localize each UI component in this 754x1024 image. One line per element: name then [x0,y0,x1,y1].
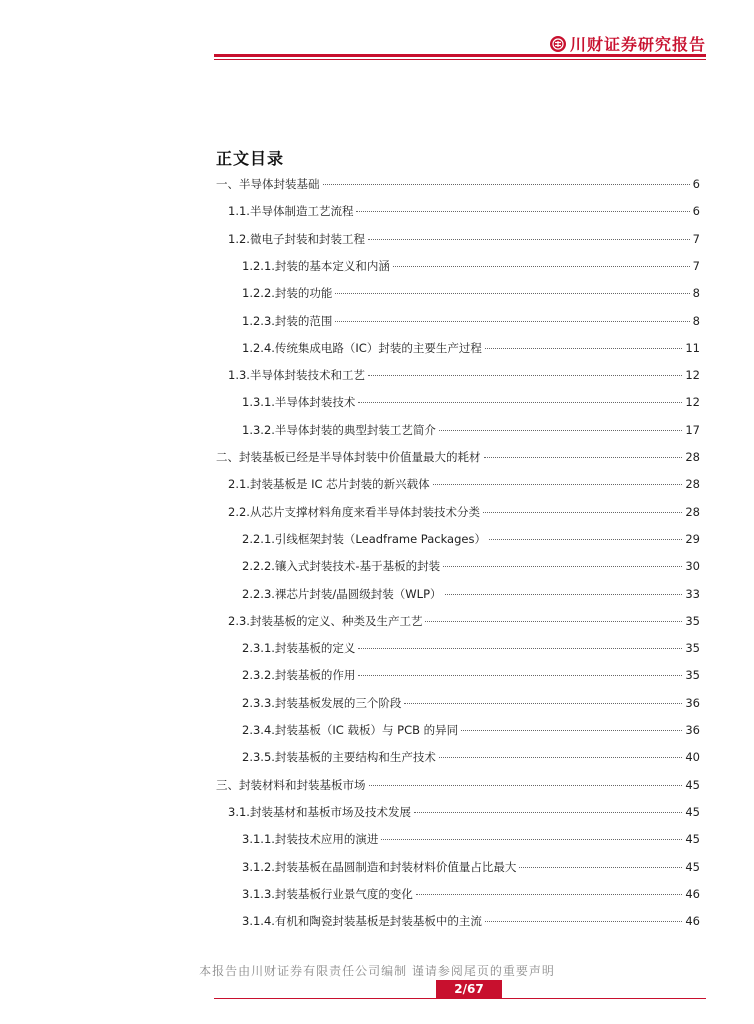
toc-entry-page: 45 [685,859,700,874]
toc-entry-page: 30 [685,559,700,574]
header-divider-thin [214,59,706,60]
toc-entry-page: 40 [685,750,700,765]
toc-entry-page: 7 [692,231,700,246]
toc-entry-label: 二、封装基板已经是半导体封装中价值量最大的耗材 [216,450,481,464]
toc-leader-dots [358,648,682,649]
footer-disclaimer: 本报告由川财证券有限责任公司编制 谨请参阅尾页的重要声明 [199,964,555,978]
toc-entry-label: 2.1.封装基板是 IC 芯片封装的新兴载体 [228,477,430,492]
toc-leader-dots [356,211,689,212]
toc-entry[interactable] [216,640,700,656]
toc-entry[interactable] [216,831,700,847]
footer-divider [214,998,706,999]
toc-entry[interactable] [216,285,700,301]
brand-name: 川财证券研究报告 [569,35,706,54]
toc-entry[interactable] [216,476,700,492]
toc-leader-dots [414,812,682,813]
toc-title: 正文目录 [216,149,285,168]
toc-leader-dots [483,512,682,513]
toc-entry[interactable] [216,531,700,547]
toc-leader-dots [439,757,682,758]
toc-entry-page: 7 [692,258,700,273]
toc-entry-page: 6 [692,204,700,219]
toc-entry[interactable] [216,777,700,793]
toc-entry-label: 2.3.1.封装基板的定义 [242,641,356,656]
toc-entry[interactable] [216,176,700,192]
toc-leader-dots [369,785,683,786]
toc-entry-page: 36 [685,723,700,737]
toc-entry-page: 28 [685,477,700,492]
toc-entry-label: 2.2.从芯片支撑材料角度来看半导体封装技术分类 [228,504,480,519]
logo-icon [550,36,566,52]
toc-entry-label: 1.2.2.封装的功能 [242,286,333,301]
toc-leader-dots [489,539,682,540]
toc-leader-dots [358,402,682,403]
toc-entry[interactable] [216,886,700,902]
toc-entry-page: 35 [685,613,700,628]
toc-entry[interactable] [216,367,700,383]
toc-entry-label: 1.1.半导体制造工艺流程 [228,204,354,219]
toc-leader-dots [393,266,690,267]
toc-entry-page: 28 [685,450,700,464]
toc-entry-page: 12 [685,395,700,410]
toc-entry-page: 36 [685,695,700,710]
toc-leader-dots [485,348,683,349]
toc-entry-label: 3.1.1.封装技术应用的演进 [242,832,379,847]
toc-entry-label: 3.1.封装基材和基板市场及技术发展 [228,804,411,819]
toc-entry-page: 12 [685,368,700,383]
toc-leader-dots [439,430,682,431]
toc-entry[interactable] [216,231,700,247]
toc-entry-page: 35 [685,668,700,683]
toc-entry[interactable] [216,558,700,574]
toc-entry[interactable] [216,313,700,329]
toc-entry-label: 2.3.3.封装基板发展的三个阶段 [242,695,402,710]
toc-entry-page: 45 [685,804,700,819]
toc-leader-dots [381,839,682,840]
toc-entry-page: 17 [685,422,700,437]
toc-leader-dots [368,375,682,376]
toc-entry-label: 2.2.2.镶入式封装技术-基于基板的封装 [242,559,441,574]
toc-entry-label: 2.2.3.裸芯片封装/晶圆级封装（WLP） [242,586,442,601]
toc-leader-dots [335,293,689,294]
toc-entry-page: 45 [685,777,700,792]
toc-entry-page: 46 [685,914,700,929]
toc-entry-label: 1.2.1.封装的基本定义和内涵 [242,258,390,273]
toc-entry[interactable] [216,586,700,602]
toc-entry[interactable] [216,695,700,711]
toc-entry-label: 2.3.4.封装基板（IC 载板）与 PCB 的异同 [242,723,459,737]
toc-entry[interactable] [216,613,700,629]
toc-entry-page: 6 [692,177,700,191]
toc-entry[interactable] [216,258,700,274]
toc-leader-dots [368,239,690,240]
toc-entry[interactable] [216,422,700,438]
toc-leader-dots [445,594,683,595]
toc-entry[interactable] [216,340,700,356]
toc-entry-label: 3.1.4.有机和陶瓷封装基板是封装基板中的主流 [242,914,482,929]
toc-entry-page: 35 [685,641,700,656]
toc-entry-label: 1.3.半导体封装技术和工艺 [228,368,365,383]
toc-entry[interactable] [216,203,700,219]
toc-entry[interactable] [216,504,700,520]
toc-entry-page: 8 [692,313,700,328]
toc-entry[interactable] [216,804,700,820]
toc-leader-dots [335,321,689,322]
toc-entry[interactable] [216,394,700,410]
toc-leader-dots [404,703,682,704]
toc-leader-dots [323,184,690,185]
toc-entry-label: 三、封装材料和封装基板市场 [216,777,366,792]
toc-entry[interactable] [216,859,700,875]
toc-entry-label: 2.3.封装基板的定义、种类及生产工艺 [228,613,423,628]
toc-entry-label: 3.1.2.封装基板在晶圆制造和封装材料价值量占比最大 [242,859,517,874]
toc-entry-label: 1.3.1.半导体封装技术 [242,395,356,410]
brand-block [550,32,706,55]
toc-entry-label: 1.3.2.半导体封装的典型封装工艺简介 [242,422,436,437]
toc-entry-label: 2.3.5.封装基板的主要结构和生产技术 [242,750,436,765]
toc-leader-dots [443,566,682,567]
toc-leader-dots [485,921,682,922]
toc-entry-page: 8 [692,286,700,301]
toc-entry[interactable] [216,913,700,929]
toc-entry-label: 3.1.3.封装基板行业景气度的变化 [242,886,413,901]
toc-entry-label: 1.2.微电子封装和封装工程 [228,231,365,246]
toc-entry[interactable] [216,722,700,738]
toc-entry[interactable] [216,449,700,465]
toc-entry-label: 1.2.4.传统集成电路（IC）封装的主要生产过程 [242,340,482,355]
toc-entry-label: 2.2.1.引线框架封装（Leadframe Packages） [242,531,486,546]
toc-entry-page: 11 [685,340,700,355]
toc-entry-label: 1.2.3.封装的范围 [242,313,333,328]
toc-leader-dots [358,675,682,676]
toc-leader-dots [484,457,683,458]
toc-entry-page: 46 [685,886,700,901]
toc-leader-dots [416,894,682,895]
toc-leader-dots [461,730,682,731]
toc-leader-dots [425,621,682,622]
toc-entry-page: 28 [685,504,700,519]
toc-entry-label: 一、半导体封装基础 [216,177,320,191]
page-number: 2/67 [436,980,502,998]
toc-entry-page: 33 [685,586,700,601]
header-divider [214,54,706,57]
toc-entry-label: 2.3.2.封装基板的作用 [242,668,356,683]
toc-entry-page: 45 [685,832,700,847]
toc-entry[interactable] [216,667,700,683]
toc-entry-page: 29 [685,531,700,546]
toc-leader-dots [433,484,683,485]
toc-entry[interactable] [216,749,700,765]
toc-leader-dots [519,867,682,868]
